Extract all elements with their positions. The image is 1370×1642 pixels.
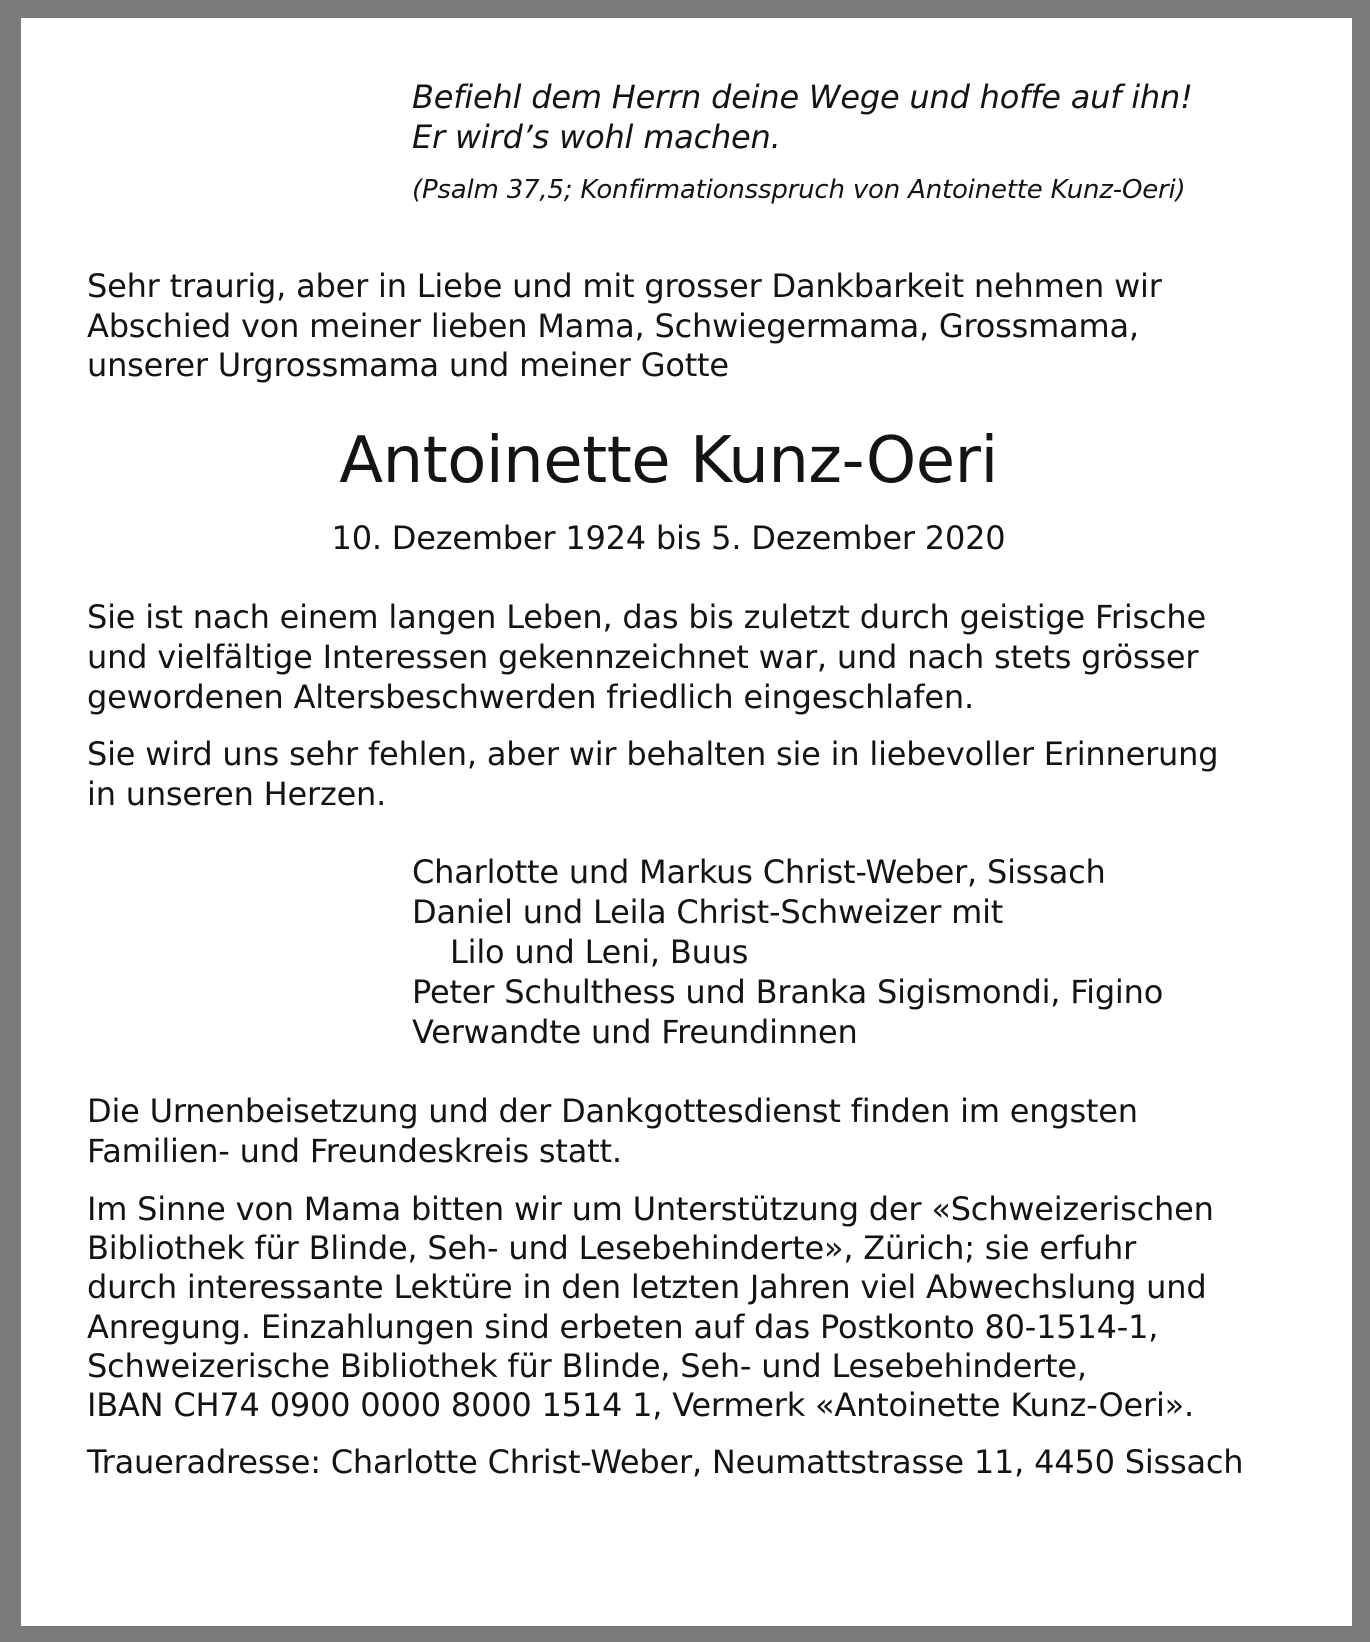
intro-line: Abschied von meiner lieben Mama, Schwiegermama, Grossmama, (87, 307, 1139, 345)
mourner-line: Daniel und Leila Christ-Schweizer mit (412, 893, 1004, 931)
donation-line: Bibliothek für Blinde, Seh- und Lesebehinderte», Zürich; sie erfuhr (87, 1229, 1137, 1267)
intro-line: unserer Urgrossmama und meiner Gotte (87, 346, 729, 384)
mourner-line: Verwandte und Freundinnen (412, 1013, 858, 1051)
deceased-name: Antoinette Kunz-Oeri (339, 424, 998, 498)
mourner-line: Charlotte und Markus Christ-Weber, Sissach (412, 853, 1106, 891)
funeral-line: Die Urnenbeisetzung und der Dankgottesdienst finden im engsten (87, 1092, 1138, 1130)
life-dates: 10. Dezember 1924 bis 5. Dezember 2020 (331, 519, 1006, 557)
mourner-line: Lilo und Leni, Buus (450, 933, 749, 971)
motto-line-1: Befiehl dem Herrn deine Wege und hoffe auf ihn! (412, 78, 1193, 116)
intro-line: Sehr traurig, aber in Liebe und mit grosser Dankbarkeit nehmen wir (87, 267, 1162, 305)
funeral-line: Familien- und Freundeskreis statt. (87, 1132, 622, 1170)
mourner-line: Peter Schulthess und Branka Sigismondi, Figino (412, 973, 1164, 1011)
donation-line: Im Sinne von Mama bitten wir um Unterstützung der «Schweizerischen (87, 1190, 1214, 1228)
donation-line: durch interessante Lektüre in den letzten Jahren viel Abwechslung und (87, 1268, 1207, 1306)
paragraph-1-line: und vielfältige Interessen gekennzeichnet war, und nach stets grösser (87, 638, 1199, 676)
obituary-page (21, 18, 1352, 1626)
paragraph-2-line: in unseren Herzen. (87, 775, 387, 813)
paragraph-1-line: Sie ist nach einem langen Leben, das bis zuletzt durch geistige Frische (87, 598, 1206, 636)
motto-reference: (Psalm 37,5; Konfirmationsspruch von Antoinette Kunz-Oeri) (412, 175, 1186, 205)
paragraph-2-line: Sie wird uns sehr fehlen, aber wir behalten sie in liebevoller Erinnerung (87, 735, 1219, 773)
motto-line-2: Er wird’s wohl machen. (412, 118, 781, 156)
paragraph-1-line: gewordenen Altersbeschwerden friedlich eingeschlafen. (87, 678, 974, 716)
donation-line: IBAN CH74 0900 0000 8000 1514 1, Vermerk «Antoinette Kunz-Oeri». (87, 1386, 1194, 1424)
donation-line: Anregung. Einzahlungen sind erbeten auf das Postkonto 80-1514-1, (87, 1308, 1159, 1346)
mourning-address: Traueradresse: Charlotte Christ-Weber, Neumattstrasse 11, 4450 Sissach (87, 1443, 1244, 1481)
donation-line: Schweizerische Bibliothek für Blinde, Seh- und Lesebehinderte, (87, 1347, 1087, 1385)
